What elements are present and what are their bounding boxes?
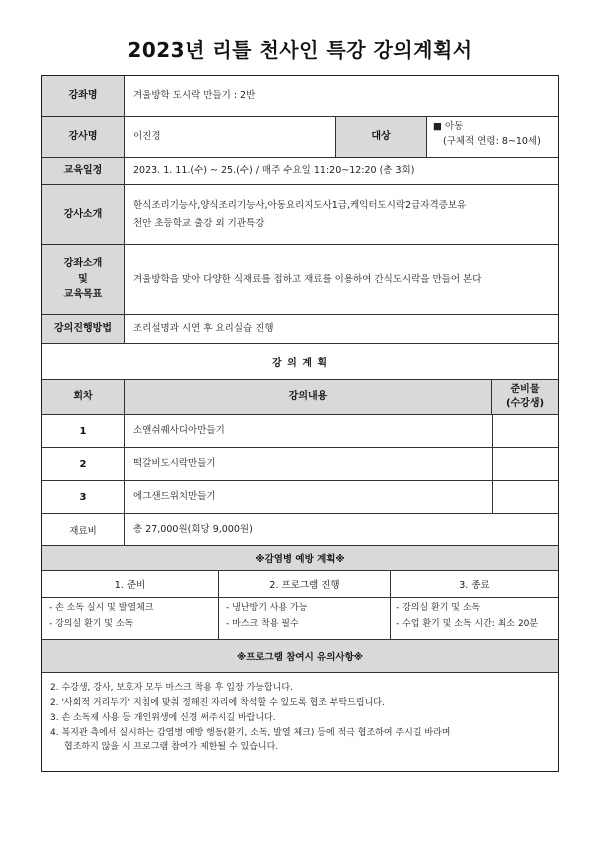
target-check: ■ 아동 [433, 121, 464, 132]
infection-column-header [42, 571, 558, 598]
method-row [42, 315, 558, 344]
list-item: - 마스크 착용 필수 [226, 618, 299, 629]
infection-header: ※감염병 예방 계획※ [42, 546, 558, 571]
target-detail: (구체적 연령: 8~10세) [443, 136, 541, 148]
instructor-row [42, 117, 558, 158]
course-goal-label-line3: 교육목표 [63, 289, 103, 301]
schedule-value: 2023. 1. 11.(수) ~ 25.(수) / 매주 수요일 11:20~12:20 (총 3회) [133, 165, 415, 177]
infection-items-row [42, 598, 558, 640]
course-goal-label [42, 245, 125, 314]
notes-header: ※프로그램 참여시 유의사항※ [42, 640, 558, 673]
instructor-intro-value [125, 185, 558, 244]
session-prep [492, 481, 558, 513]
plan-column-header [42, 380, 558, 415]
table-row [42, 481, 558, 514]
course-goal-row [42, 245, 558, 315]
list-item: - 강의실 환기 및 소독 [49, 618, 134, 629]
plan-col-prep [492, 380, 558, 414]
fee-value: 총 27,000원(회당 9,000원) [133, 523, 253, 535]
session-prep [492, 415, 558, 447]
plan-col-content: 강의내용 [125, 380, 492, 414]
session-content: 소앤쉬퀘사디아만들기 [133, 425, 225, 437]
session-content: 에그샌드위치만들기 [133, 491, 216, 503]
instructor-value: 이진경 [133, 131, 161, 143]
course-goal-value: 겨울방학을 맞아 다양한 식재료를 접하고 재료를 이용하여 간식도시락을 만들어 본다 [133, 273, 482, 285]
schedule-label: 교육일정 [42, 158, 125, 184]
instructor-label: 강사명 [42, 117, 125, 157]
list-item: 3. 손 소독제 사용 등 개인위생에 신경 써주시길 바랍니다. [50, 712, 276, 723]
target-value [427, 117, 558, 157]
session-number: 3 [42, 481, 125, 513]
method-label: 강의진행방법 [42, 315, 125, 343]
session-number: 1 [42, 415, 125, 447]
instructor-intro-row [42, 185, 558, 245]
list-item-continuation: 협조하지 않을 시 프로그램 참여가 제한될 수 있습니다. [64, 742, 279, 753]
infection-end-list [391, 598, 558, 639]
schedule-row [42, 158, 558, 185]
table-row [42, 415, 558, 448]
lecture-plan-table [41, 75, 559, 772]
list-item: - 강의실 환기 및 소독 [396, 603, 481, 613]
list-item: 4. 복지관 측에서 실시하는 감염병 예방 행동(환기, 소독, 발열 체크) 등에 적극 협조하여 주시길 바라며 [50, 727, 451, 738]
infection-prepare-list [42, 598, 219, 639]
infection-col-prepare: 1. 준비 [42, 571, 219, 597]
course-name-value: 겨울방학 도시락 만들기 : 2반 [133, 90, 256, 102]
course-name-row [42, 76, 558, 117]
session-content: 떡갈비도시락만들기 [133, 458, 216, 470]
document-title: 2023년 리틀 천사인 특강 강의계획서 [127, 38, 473, 62]
plan-col-prep-line1: 준비물 [510, 384, 540, 395]
target-label: 대상 [335, 117, 427, 157]
course-goal-label-line1: 강좌소개 [63, 258, 103, 270]
infection-col-progress: 2. 프로그램 진행 [219, 571, 391, 597]
course-name-label: 강좌명 [42, 76, 125, 116]
instructor-intro-line2: 천안 초등학교 출강 외 기관특강 [133, 217, 265, 229]
plan-col-session: 회차 [42, 380, 125, 414]
session-prep [492, 448, 558, 480]
method-value: 조리설명과 시연 후 요리실습 진행 [133, 323, 274, 335]
fee-label: 재료비 [42, 514, 125, 545]
instructor-intro-line1: 한식조리기능사,양식조리기능사,아동요리지도사1급,케익터도시락2급자격증보유 [133, 200, 467, 212]
list-item: - 냉난방기 사용 가능 [226, 603, 308, 613]
plan-col-prep-line2: (수강생) [505, 398, 545, 409]
list-item: 2. 수강생, 강사, 보호자 모두 마스크 착용 후 입장 가능합니다. [50, 683, 293, 693]
session-number: 2 [42, 448, 125, 480]
list-item: 2. '사회적 거리두기' 지침에 맞춰 정해진 자리에 착석할 수 있도록 협조 부탁드립니다. [50, 697, 385, 708]
infection-progress-list [219, 598, 391, 639]
fee-row [42, 514, 558, 546]
notes-list [42, 673, 566, 755]
course-goal-label-line2: 및 [78, 273, 88, 285]
plan-header: 강 의 계 획 [42, 344, 558, 380]
infection-col-end: 3. 종료 [459, 580, 490, 591]
list-item: - 수업 환기 및 소독 시간: 최소 20분 [396, 618, 539, 629]
table-row [42, 448, 558, 481]
list-item: - 손 소독 실시 및 발열체크 [49, 603, 154, 613]
instructor-intro-label: 강사소개 [42, 185, 125, 244]
